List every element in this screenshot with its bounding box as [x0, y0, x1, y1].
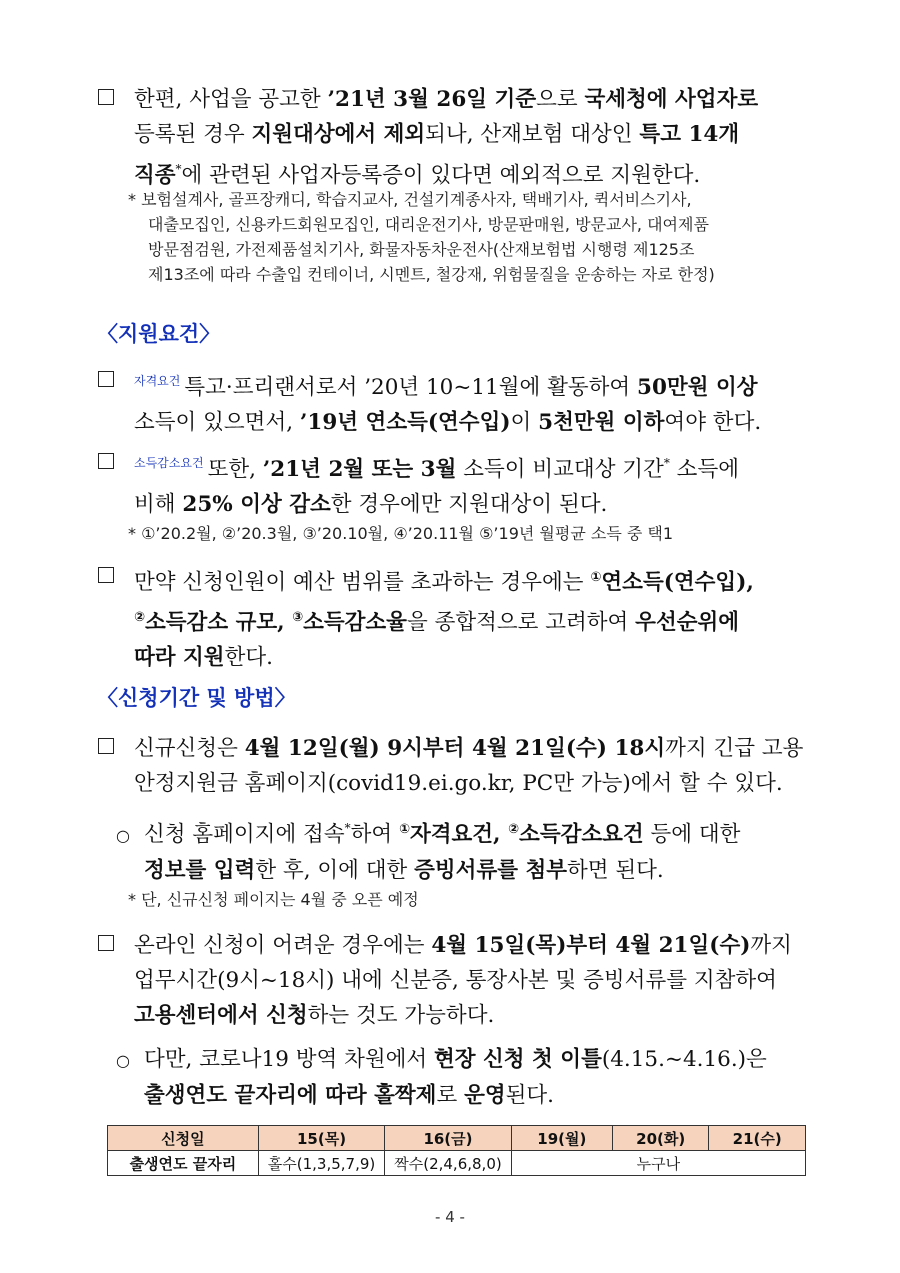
text-line: 정보를 입력한 후, 이에 대한 증빙서류를 첨부하면 된다. [144, 858, 664, 883]
note-line: * 보험설계사, 골프장캐디, 학습지교사, 건설기계종사자, 택배기사, 퀵서비스기사, [128, 190, 692, 209]
table-row [108, 1151, 806, 1176]
text-line: 온라인 신청이 어려운 경우에는 4월 15일(목)부터 4월 21일(수)까지 [134, 933, 792, 958]
section-heading-application: 〈신청기간 및 방법〉 [97, 686, 296, 710]
page-number: - 4 - [435, 1208, 465, 1226]
checkbox-square-icon [98, 89, 114, 105]
table-header-cell: 16(금) [385, 1126, 511, 1151]
table-cell: 누구나 [511, 1151, 805, 1176]
schedule-table [107, 1125, 806, 1176]
paragraph-qualification [98, 364, 818, 440]
checkbox-square-icon [98, 935, 114, 951]
checkbox-square-icon [98, 567, 114, 583]
text-line: 소득이 있으면서, ’19년 연소득(연수입)이 5천만원 이하여야 한다. [134, 410, 762, 435]
note-line: 제13조에 따라 수출입 컨테이너, 시멘트, 철강재, 위험물질을 운송하는 자로 한정) [148, 265, 715, 284]
text-line: ○ 신청 홈페이지에 접속*하여 ①자격요건, ②소득감소요건 등에 대한 [116, 811, 836, 853]
text-line: 출생연도 끝자리에 따라 홀짝제로 운영된다. [144, 1083, 554, 1108]
text-line: ○ 다만, 코로나19 방역 차원에서 현장 신청 첫 이틀(4.15.~4.16.)은 [116, 1042, 836, 1078]
paragraph-exception [98, 82, 818, 193]
text-line: 비해 25% 이상 감소한 경우에만 지원대상이 된다. [134, 492, 608, 517]
table-header-cell: 20(화) [612, 1126, 709, 1151]
text-line: 신규신청은 4월 12일(월) 9시부터 4월 21일(수) 18시까지 긴급 고용 [134, 736, 804, 761]
text-line: ②소득감소 규모, ③소득감소율을 종합적으로 고려하여 우선순위에 [134, 610, 740, 635]
sub-paragraph-odd-even [116, 1042, 836, 1113]
text-line: 따라 지원한다. [134, 645, 273, 670]
label-tag: 자격요건 [134, 374, 181, 388]
text-line: 직종*에 관련된 사업자등록증이 있다면 예외적으로 지원한다. [134, 162, 701, 188]
text-line: 만약 신청인원이 예산 범위를 초과하는 경우에는 ①연소득(연수입), [134, 570, 754, 595]
text-line: 업무시간(9시~18시) 내에 신분증, 통장사본 및 증빙서류를 지참하여 [134, 968, 777, 993]
note-line: 대출모집인, 신용카드회원모집인, 대리운전기사, 방문판매원, 방문교사, 대여제품 [148, 215, 709, 234]
table-header-cell: 신청일 [108, 1126, 259, 1151]
footnote-occupations [128, 187, 715, 287]
text-line: 등록된 경우 지원대상에서 제외되나, 산재보험 대상인 특고 14개 [134, 122, 740, 147]
checkbox-square-icon [98, 738, 114, 754]
text-line: $^{자격요건}$ 특고·프리랜서로서 ’20년 10~11월에 활동하여 50만원 이상 [134, 374, 758, 400]
note-line: * ①’20.2월, ②’20.3월, ③’20.10월, ④’20.11월 ⑤’19년 월평균 소득 중 택1 [128, 524, 674, 543]
table-cell: 짝수(2,4,6,8,0) [385, 1151, 511, 1176]
section-heading-requirements: 〈지원요건〉 [97, 322, 221, 346]
circle-bullet-icon: ○ [116, 826, 130, 845]
table-header-row [108, 1126, 806, 1151]
text-line: 안정지원금 홈페이지(covid19.ei.go.kr, PC만 가능)에서 할 수 있다. [134, 771, 783, 796]
sub-paragraph-online-steps [116, 811, 836, 888]
note-line: * 단, 신규신청 페이지는 4월 중 오픈 예정 [128, 890, 419, 909]
footnote-comparison-period [128, 521, 673, 546]
table-cell: 홀수(1,3,5,7,9) [258, 1151, 384, 1176]
footnote-open-schedule [128, 887, 419, 912]
note-line: 방문점검원, 가전제품설치기사, 화물자동차운전사(산재보험법 시행령 제125조 [148, 240, 695, 259]
text-line: $^{소득감소요건}$ 또한, ’21년 2월 또는 3월 소득이 비교대상 기간* 소득에 [134, 456, 739, 482]
checkbox-square-icon [98, 371, 114, 387]
table-header-cell: 21(수) [709, 1126, 806, 1151]
text-line: 한편, 사업을 공고한 ’21년 3월 26일 기준으로 국세청에 사업자로 [134, 87, 759, 112]
paragraph-offline-application [98, 928, 818, 1033]
table-header-cell: 15(목) [258, 1126, 384, 1151]
paragraph-priority [98, 560, 818, 675]
table-header-cell: 19(월) [511, 1126, 612, 1151]
text-line: 고용센터에서 신청하는 것도 가능하다. [134, 1003, 495, 1028]
label-tag: 소득감소요건 [134, 456, 204, 470]
paragraph-income-decrease [98, 446, 818, 522]
circle-bullet-icon: ○ [116, 1051, 130, 1070]
checkbox-square-icon [98, 453, 114, 469]
table-row-label: 출생연도 끝자리 [108, 1151, 259, 1176]
paragraph-new-application [98, 731, 818, 801]
